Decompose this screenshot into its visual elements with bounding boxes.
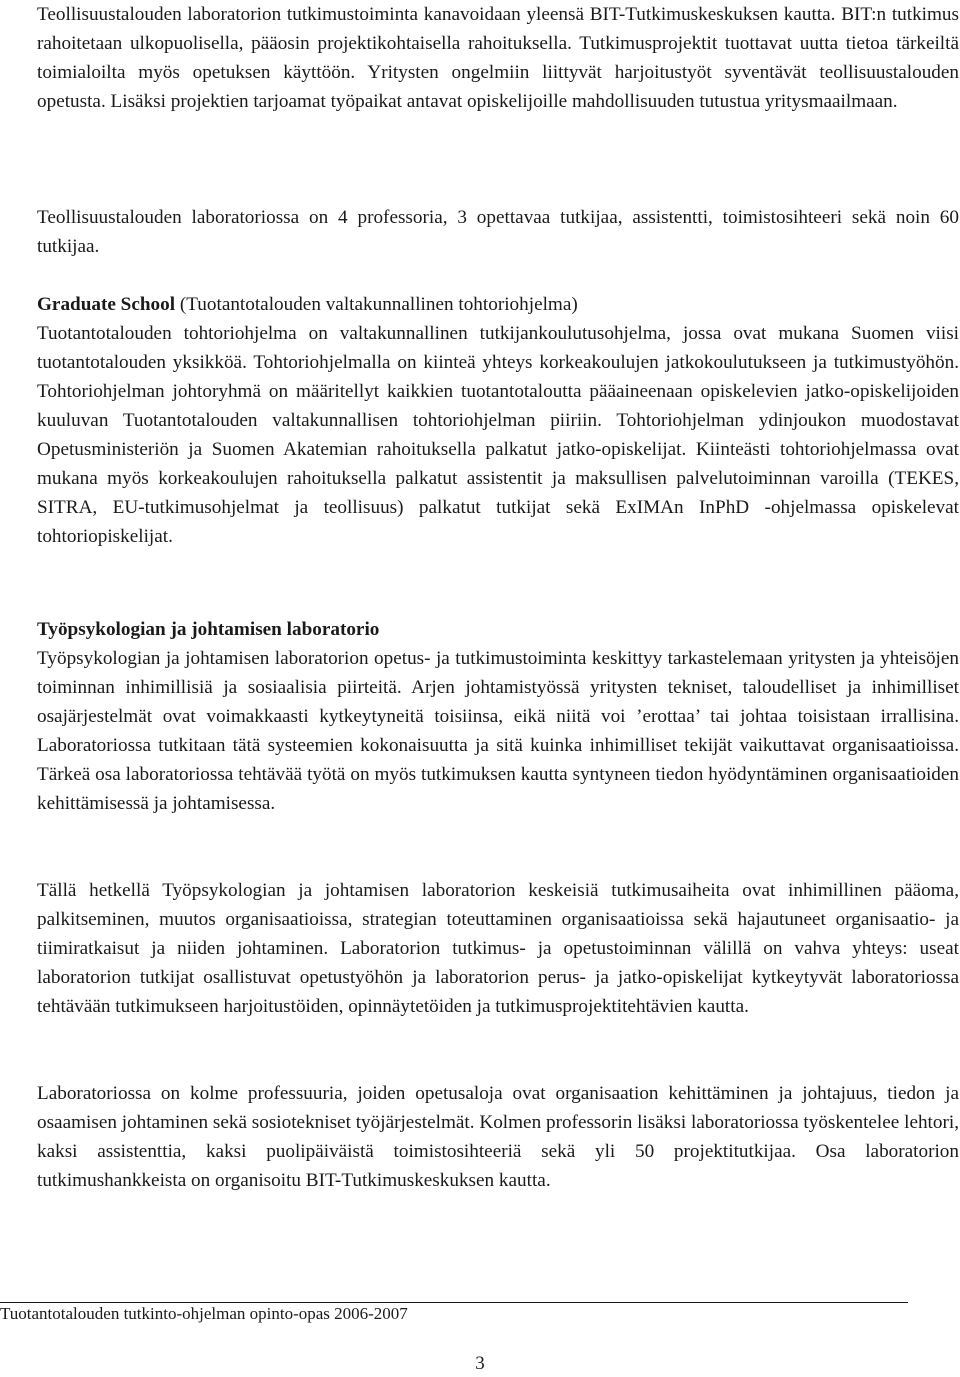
tyopsykologia-section	[37, 615, 959, 818]
intro-paragraph: Teollisuustalouden laboratorion tutkimustoiminta kanavoidaan yleensä BIT-Tutkimuskeskuksen kautta. BIT:n tutkimus rahoitetaan ulkopuolisella, pääosin projektikohtaisella rahoituksella. Tutkimusprojektit tuottavat uutta tietoa tärkeiltä toimialoilta myös opetuksen käyttöön. Yritysten ongelmiin liittyvät harjoitustyöt syventävät teollisuustalouden opetusta. Lisäksi projektien tarjoamat työpaikat antavat opiskelijoille mahdollisuuden tutustua yritysmaailmaan.	[37, 4, 959, 112]
graduate-school-body: Tuotantotalouden tohtoriohjelma on valtakunnallinen tutkijankoulutusohjelma, jossa ovat mukana Suomen viisi tuotantotalouden yksikköä. Tohtoriohjelmalla on kiinteä yhteys korkeakoulujen jatkokoulutukseen ja tutkimustyöhön. Tohtoriohjelman johtoryhmä on määritellyt kaikkien tuotantotaloutta pääaineenaan opiskelevien jatko-opiskelijoiden kuuluvan Tuotantotalouden valtakunnallisen tohtoriohjelman piiriin. Tohtoriohjelman ydinjoukon muodostavat Opetusministeriön ja Suomen Akatemian rahoituksella palkatut jatko-opiskelijat. Kiinteästi tohtoriohjelmassa ovat mukana myös korkeakoulujen rahoituksella palkatut assistentit ja maksullisen palvelutoiminnan varoilla (TEKES, SITRA, EU-tutkimusohjelmat ja teollisuus) palkatut tutkijat sekä ExIMAn InPhD -ohjelmassa opiskelevat tohtoriopiskelijat.	[37, 323, 959, 547]
tyopsykologia-heading: Työpsykologian ja johtamisen laboratorio	[37, 619, 380, 640]
professorships-paragraph: Laboratoriossa on kolme professuuria, joiden opetusaloja ovat organisaation kehittäminen ja johtajuus, tiedon ja osaamisen johtaminen sekä sosiotekniset työjärjestelmät. Kolmen professorin lisäksi laboratoriossa työskentelee lehtori, kaksi assistenttia, kaksi puolipäiväistä toimistosihteeriä sekä yli 50 projektitutkijaa. Osa laboratorion tutkimushankkeista on organisoitu BIT-Tutkimuskeskuksen kautta.	[37, 1083, 959, 1191]
graduate-school-heading: Graduate School	[37, 294, 176, 315]
tyopsykologia-body: Työpsykologian ja johtamisen laboratorion opetus- ja tutkimustoiminta keskittyy tarkastelemaan yritysten ja yhteisöjen toiminnan inhimillisiä ja sosiaalisia piirteitä. Arjen johtamistyössä yritysten tekniset, taloudelliset ja inhimilliset osajärjestelmät ovat voimakkaasti kytkeytyneitä toisiinsa, eikä niitä voi ’erottaa’ tai johtaa toisistaan irrallisina. Laboratoriossa tutkitaan tätä systeemien kokonaisuutta ja sitä kuinka inhimilliset tekijät vaikuttavat organisaatioissa. Tärkeä osa laboratoriossa tehtävää työtä on myös tutkimuksen kautta syntyneen tiedon hyödyntäminen organisaatioiden kehittämisessä ja johtamisessa.	[37, 648, 959, 814]
footer-text: Tuotantotalouden tutkinto-ohjelman opinto-opas 2006-2007	[0, 1304, 408, 1323]
graduate-school-section	[37, 290, 959, 551]
page-number: 3	[475, 1353, 485, 1374]
current-topics-paragraph: Tällä hetkellä Työpsykologian ja johtamisen laboratorion keskeisiä tutkimusaiheita ovat inhimillinen pääoma, palkitseminen, muutos organisaatioissa, strategian toteuttaminen organisaatioissa sekä hajautuneet organisaatio- ja tiimiratkaisut ja niiden johtaminen. Laboratorion tutkimus- ja opetustoiminnan välillä on vahva yhteys: useat laboratorion tutkijat osallistuvat opetustyöhön ja laboratorion perus- ja jatko-opiskelijat kytkeytyvät laboratoriossa tehtävään tutkimukseen harjoitustöiden, opinnäytetöiden ja tutkimusprojektitehtävien kautta.	[37, 880, 959, 1017]
staff-paragraph: Teollisuustalouden laboratoriossa on 4 professoria, 3 opettavaa tutkijaa, assistentti, toimistosihteeri sekä noin 60 tutkijaa.	[37, 207, 959, 257]
graduate-school-heading-suffix: (Tuotantotalouden valtakunnallinen tohtoriohjelma)	[179, 294, 578, 315]
